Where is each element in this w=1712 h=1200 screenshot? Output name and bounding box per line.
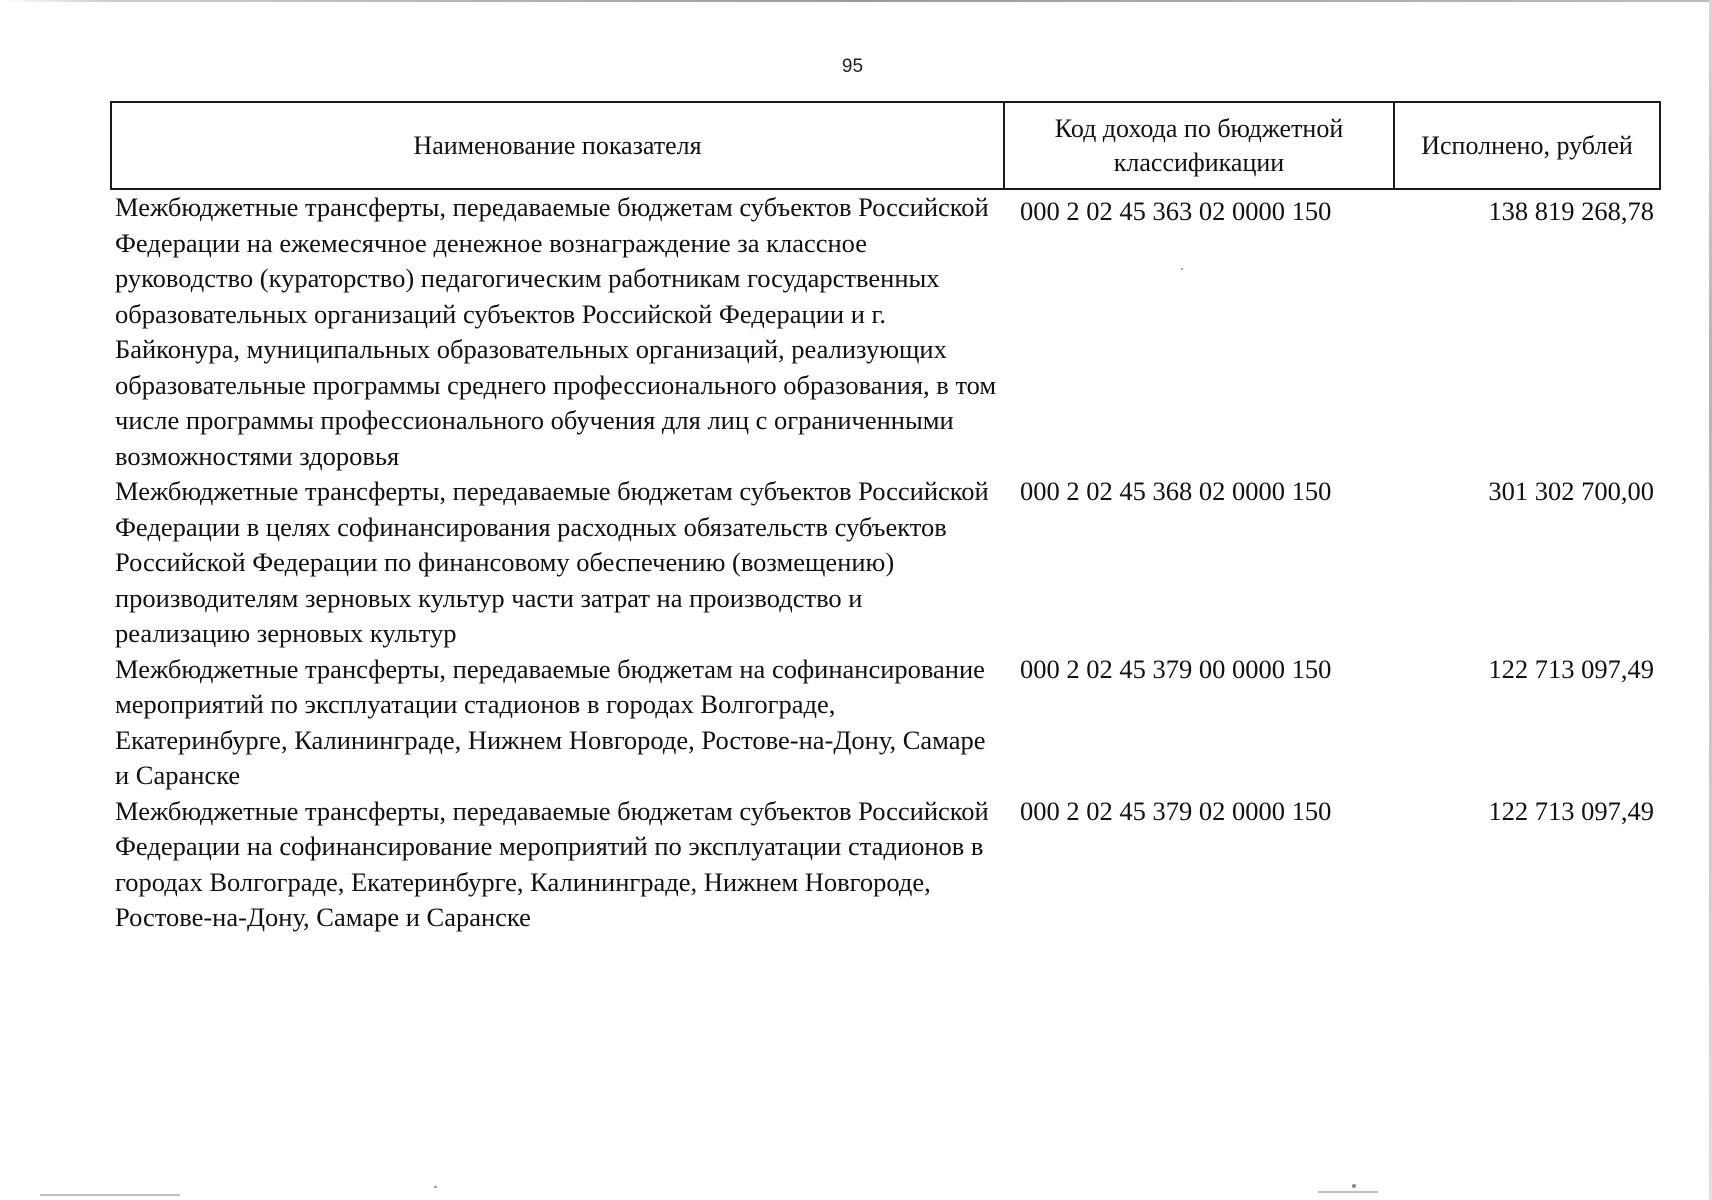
table-row <box>111 189 1660 474</box>
row-executed: 122 713 097,49 <box>1488 795 1654 826</box>
scan-speck <box>434 1186 437 1188</box>
table-header <box>111 102 1660 189</box>
row-name: Межбюджетные трансферты, передаваемые бюджетам субъектов Российской Федерации в целях софинансирования расходных обязательств субъектов Российской Федерации по финансовому обеспечению (возмещению) производителям зерновых культур части затрат на производство и реализацию зерновых культур <box>115 476 989 648</box>
row-name: Межбюджетные трансферты, передаваемые бюджетам субъектов Российской Федерации на софинансирование мероприятий по эксплуатации стадионов в городах Волгограде, Екатеринбурге, Калининграде, Нижнем Новгороде, Ростове-на-Дону, Самаре и Саранске <box>115 795 989 932</box>
scan-smudge <box>1318 1191 1378 1193</box>
table-row <box>111 652 1660 794</box>
revenue-table <box>110 101 1661 936</box>
page-number: 95 <box>841 56 864 77</box>
scan-edge-top <box>0 0 1712 2</box>
header-executed: Исполнено, рублей <box>1394 102 1660 189</box>
row-executed: 122 713 097,49 <box>1488 653 1654 684</box>
row-executed: 138 819 268,78 <box>1488 196 1654 226</box>
row-code: 000 2 02 45 379 02 0000 150 <box>1020 795 1332 826</box>
scan-smudge <box>40 1194 180 1196</box>
header-code: Код дохода по бюджетной классификации <box>1004 102 1394 189</box>
row-name: Межбюджетные трансферты, передаваемые бюджетам субъектов Российской Федерации на ежемесячное денежное вознаграждение за классное руководство (кураторство) педагогическим работникам государственных образовательных организаций субъектов Российской Федерации и г. Байконура, муниципальных образовательных организаций, реализующих образовательные программы среднего профессионального образования, в том числе программы профессионального обучения для лиц с ограниченными возможностями здоровья <box>115 192 997 471</box>
table-body <box>111 189 1660 936</box>
row-code: 000 2 02 45 368 02 0000 150 <box>1020 476 1332 506</box>
row-executed: 301 302 700,00 <box>1488 476 1654 506</box>
header-row <box>111 102 1660 189</box>
header-name: Наименование показателя <box>111 102 1004 189</box>
scan-speck <box>1181 268 1183 270</box>
row-code: 000 2 02 45 363 02 0000 150 <box>1020 196 1332 226</box>
row-name: Межбюджетные трансферты, передаваемые бюджетам на софинансирование мероприятий по эксплуатации стадионов в городах Волгограде, Екатеринбурге, Калининграде, Нижнем Новгороде, Ростове-на-Дону, Самаре и Саранске <box>115 653 986 790</box>
table-row <box>111 794 1660 936</box>
scan-speck <box>1352 1184 1356 1188</box>
table-row <box>111 474 1660 652</box>
row-code: 000 2 02 45 379 00 0000 150 <box>1020 653 1332 684</box>
